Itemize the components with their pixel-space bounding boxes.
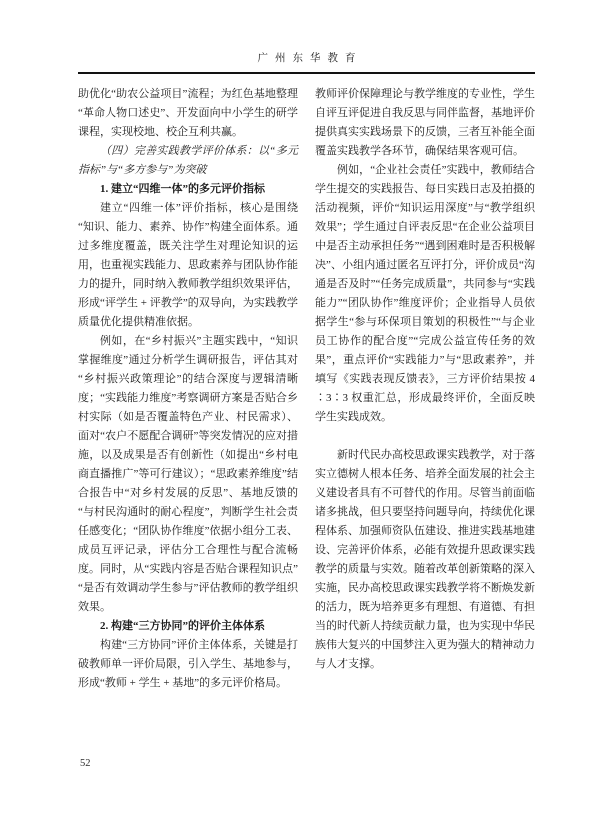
journal-header-title: 广州东华教育 xyxy=(257,53,363,64)
text-columns xyxy=(78,85,535,693)
paragraph: 例如，在“乡村振兴”主题实践中，“知识掌握维度”通过分析学生调研报告，评估其对“乡村振兴政策理论”的结合深度与逻辑清晰度；“实践能力维度”考察调研方案是否贴合乡村实际（如是否覆盖特色产业、村民需求）、面对“农户不愿配合调研”等突发情况的应对措施，以及成果是否有创新性（如提出“乡村电商直播推广”等可行建议）；“思政素养维度”结合报告中“对乡村发展的反思”、基地反馈的“与村民沟通时的耐心程度”，判断学生社会责任感变化；“团队协作维度”依据小组分工表、成员互评记录，评估分工合理性与配合流畅度。同时，从“实践内容是否贴合课程知识点”“是否有效调动学生参与”评估教师的教学组织效果。 xyxy=(78,335,298,613)
subsection-heading-2: 2. 构建“三方协同”的评价主体体系 xyxy=(100,620,265,632)
paragraph: 建立“四维一体”评价指标，核心是围绕“知识、能力、素养、协作”构建全面体系。通过多维度覆盖，既关注学生对理论知识的运用，也重视实践能力、思政素养与团队协作能力的提升，同时纳入教师教学组织效果评估，形成“评学生 + 评教学”的双导向，为实践教学质量优化提供精准依据。 xyxy=(78,202,298,328)
section-heading: （四）完善实践教学评价体系：以“多元指标”与“多方参与”为突破 xyxy=(78,145,298,176)
paragraph-continuation: 教师评价保障理论与教学维度的专业性，学生自评互评促进自我反思与同伴监督，基地评价提供真实实践场景下的反馈，三者互补能全面覆盖实践教学各环节，确保结果客观可信。 xyxy=(315,88,535,157)
left-column xyxy=(78,85,298,693)
right-column xyxy=(315,85,535,693)
paragraph: 例如，“企业社会责任”实践中，教师结合学生提交的实践报告、每日实践日志及拍摄的活动视频，评价“知识运用深度”与“教学组织效果”；学生通过自评表反思“在企业公益项目中是否主动承担任务”“遇到困难时是否积极解决”、小组内通过匿名互评打分，评价成员“沟通是否及时”“任务完成质量”，共同参与“实践能力”“团队协作”维度评价；企业指导人员依据学生“参与环保项目策划的积极性”“与企业员工协作的配合度”“完成公益宣传任务的效果”，重点评价“实践能力”与“思政素养”，并填写《实践表现反馈表》，三方评价结果按 4∶3∶3 权重汇总，形成最终评价，全面反映学生实践成效。 xyxy=(315,164,535,423)
header-rule xyxy=(78,72,535,74)
page-number: 52 xyxy=(80,758,91,769)
paragraph: 构建“三方协同”评价主体体系，关键是打破教师单一评价局限，引入学生、基地参与，形成“教师 + 学生 + 基地”的多元评价格局。 xyxy=(78,639,298,689)
paragraph-continuation: 助优化“助农公益项目”流程；为红色基地整理“革命人物口述史”、开发面向中小学生的研学课程，实现校地、校企互利共赢。 xyxy=(78,88,298,138)
subsection-heading-1: 1. 建立“四维一体”的多元评价指标 xyxy=(100,183,265,195)
conclusion-paragraph: 新时代民办高校思政课实践教学，对于落实立德树人根本任务、培养全面发展的社会主义建设者具有不可替代的作用。尽管当前面临诸多挑战，但只要坚持问题导向，持续优化课程体系、加强师资队伍建设、推进实践基地建设、完善评价体系，必能有效提升思政课实践教学的质量与实效。随着改革创新策略的深入实施，民办高校思政课实践教学将不断焕发新的活力，既为培养更多有理想、有道德、有担当的时代新人持续贡献力量，也为实现中华民族伟大复兴的中国梦注入更为强大的精神动力与人才支撑。 xyxy=(315,449,535,670)
